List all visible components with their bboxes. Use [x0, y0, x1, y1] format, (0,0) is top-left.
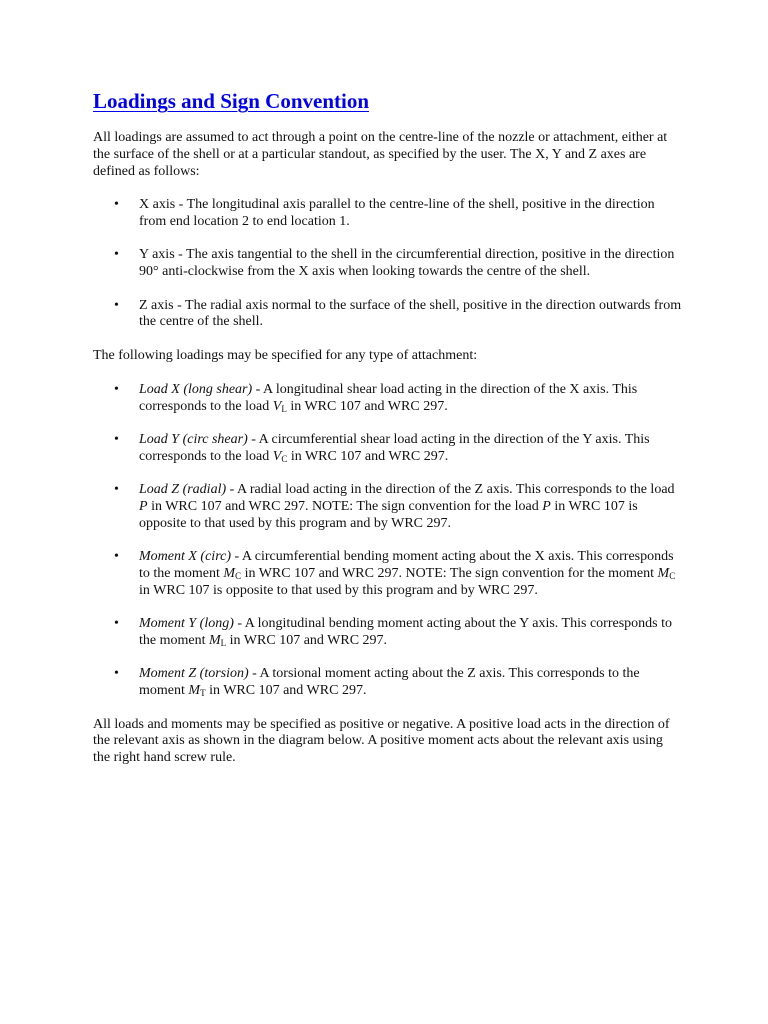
axis-text: Y axis - The axis tangential to the shell in the circumferential direction, positive in the direction 90° anti-clockwise from the X axis when looking towards the centre of the shell.	[139, 247, 675, 280]
loading-desc-end: in WRC 107 and WRC 297.	[286, 398, 448, 414]
loading-desc: - A radial load acting in the direction of the Z axis. This corresponds to the load	[226, 482, 675, 498]
symbol: M	[209, 632, 221, 648]
symbol-subscript: C	[235, 570, 242, 581]
bullet-icon: •	[114, 549, 119, 565]
axis-text: Z axis - The radial axis normal to the surface of the shell, positive in the direction outwards from the centre of the shell.	[139, 297, 682, 330]
axes-list	[93, 197, 682, 331]
loading-item-moment-y	[93, 616, 682, 650]
axis-item-x	[93, 197, 682, 231]
loading-desc: - A circumferential shear load acting in the direction of the Y axis. This corresponds to the load	[139, 432, 650, 464]
loading-item-moment-z	[93, 666, 682, 700]
bullet-icon: •	[114, 297, 119, 313]
loading-item-moment-x	[93, 549, 682, 599]
symbol: M	[657, 565, 670, 581]
intro-paragraph: All loadings are assumed to act through a point on the centre-line of the nozzle or attachment, either at the surface of the shell or at a particular standout, as specified by the user. The X, Y and Z axes are defined as follows:	[93, 130, 668, 179]
loading-name: Load X (long shear)	[139, 381, 253, 397]
loading-name: Load Z (radial)	[139, 482, 227, 498]
symbol: V	[272, 448, 282, 464]
loading-name: Load Y (circ shear)	[139, 432, 248, 448]
symbol: M	[223, 565, 236, 581]
symbol-subscript: C	[281, 453, 288, 464]
loading-desc-mid: in WRC 107 and WRC 297. NOTE: The sign convention for the load	[147, 498, 543, 514]
loading-desc-end: in WRC 107 and WRC 297.	[205, 682, 367, 698]
symbol: M	[188, 682, 201, 698]
loading-item-load-x	[93, 382, 682, 416]
loading-name: Moment X (circ)	[139, 549, 231, 565]
loading-item-load-y	[93, 432, 682, 466]
loading-desc-end: in WRC 107 and WRC 297.	[287, 448, 449, 464]
symbol: P	[139, 498, 148, 514]
loadings-intro: The following loadings may be specified for any type of attachment:	[93, 348, 478, 364]
symbol-subscript: C	[669, 570, 676, 581]
loading-desc-end: in WRC 107 and WRC 297.	[226, 632, 388, 648]
closing-paragraph: All loads and moments may be specified as positive or negative. A positive load acts in the direction of the relevant axis as shown in the diagram below. A positive moment acts about the relevant axis using the right hand screw rule.	[93, 716, 670, 766]
loading-desc-end: in WRC 107 is opposite to that used by this program and by WRC 297.	[139, 498, 638, 531]
symbol: P	[542, 498, 551, 514]
loading-name: Moment Z (torsion)	[139, 666, 249, 682]
symbol: V	[272, 398, 282, 414]
bullet-icon: •	[114, 432, 119, 448]
axis-item-y	[93, 247, 682, 281]
loading-desc: - A circumferential bending moment acting about the X axis. This corresponds to the moment	[139, 549, 674, 581]
title-link[interactable]: Loadings and Sign Convention	[93, 89, 370, 113]
symbol-subscript: L	[281, 403, 287, 414]
bullet-icon: •	[114, 666, 119, 682]
loading-name: Moment Y (long)	[139, 615, 234, 631]
page-title	[93, 88, 682, 114]
loading-desc: - A torsional moment acting about the Z axis. This corresponds to the moment	[139, 666, 640, 698]
loading-desc: - A longitudinal shear load acting in the direction of the X axis. This corresponds to the load	[139, 381, 638, 414]
axis-text: X axis - The longitudinal axis parallel to the centre-line of the shell, positive in the direction from end location 2 to end location 1.	[139, 197, 655, 230]
loadings-list	[93, 382, 682, 700]
bullet-icon: •	[114, 482, 119, 498]
loading-item-load-z	[93, 482, 682, 532]
symbol-subscript: T	[200, 687, 206, 698]
axis-item-z	[93, 298, 682, 332]
bullet-icon: •	[114, 247, 119, 263]
loading-desc: - A longitudinal bending moment acting about the Y axis. This corresponds to the moment	[139, 615, 672, 648]
loading-desc-end: in WRC 107 is opposite to that used by this program and by WRC 297.	[139, 582, 538, 598]
loading-desc-mid: in WRC 107 and WRC 297. NOTE: The sign convention for the moment	[241, 565, 658, 581]
symbol-subscript: L	[220, 637, 227, 648]
bullet-icon: •	[114, 615, 119, 631]
bullet-icon: •	[114, 197, 119, 213]
bullet-icon: •	[114, 381, 119, 397]
